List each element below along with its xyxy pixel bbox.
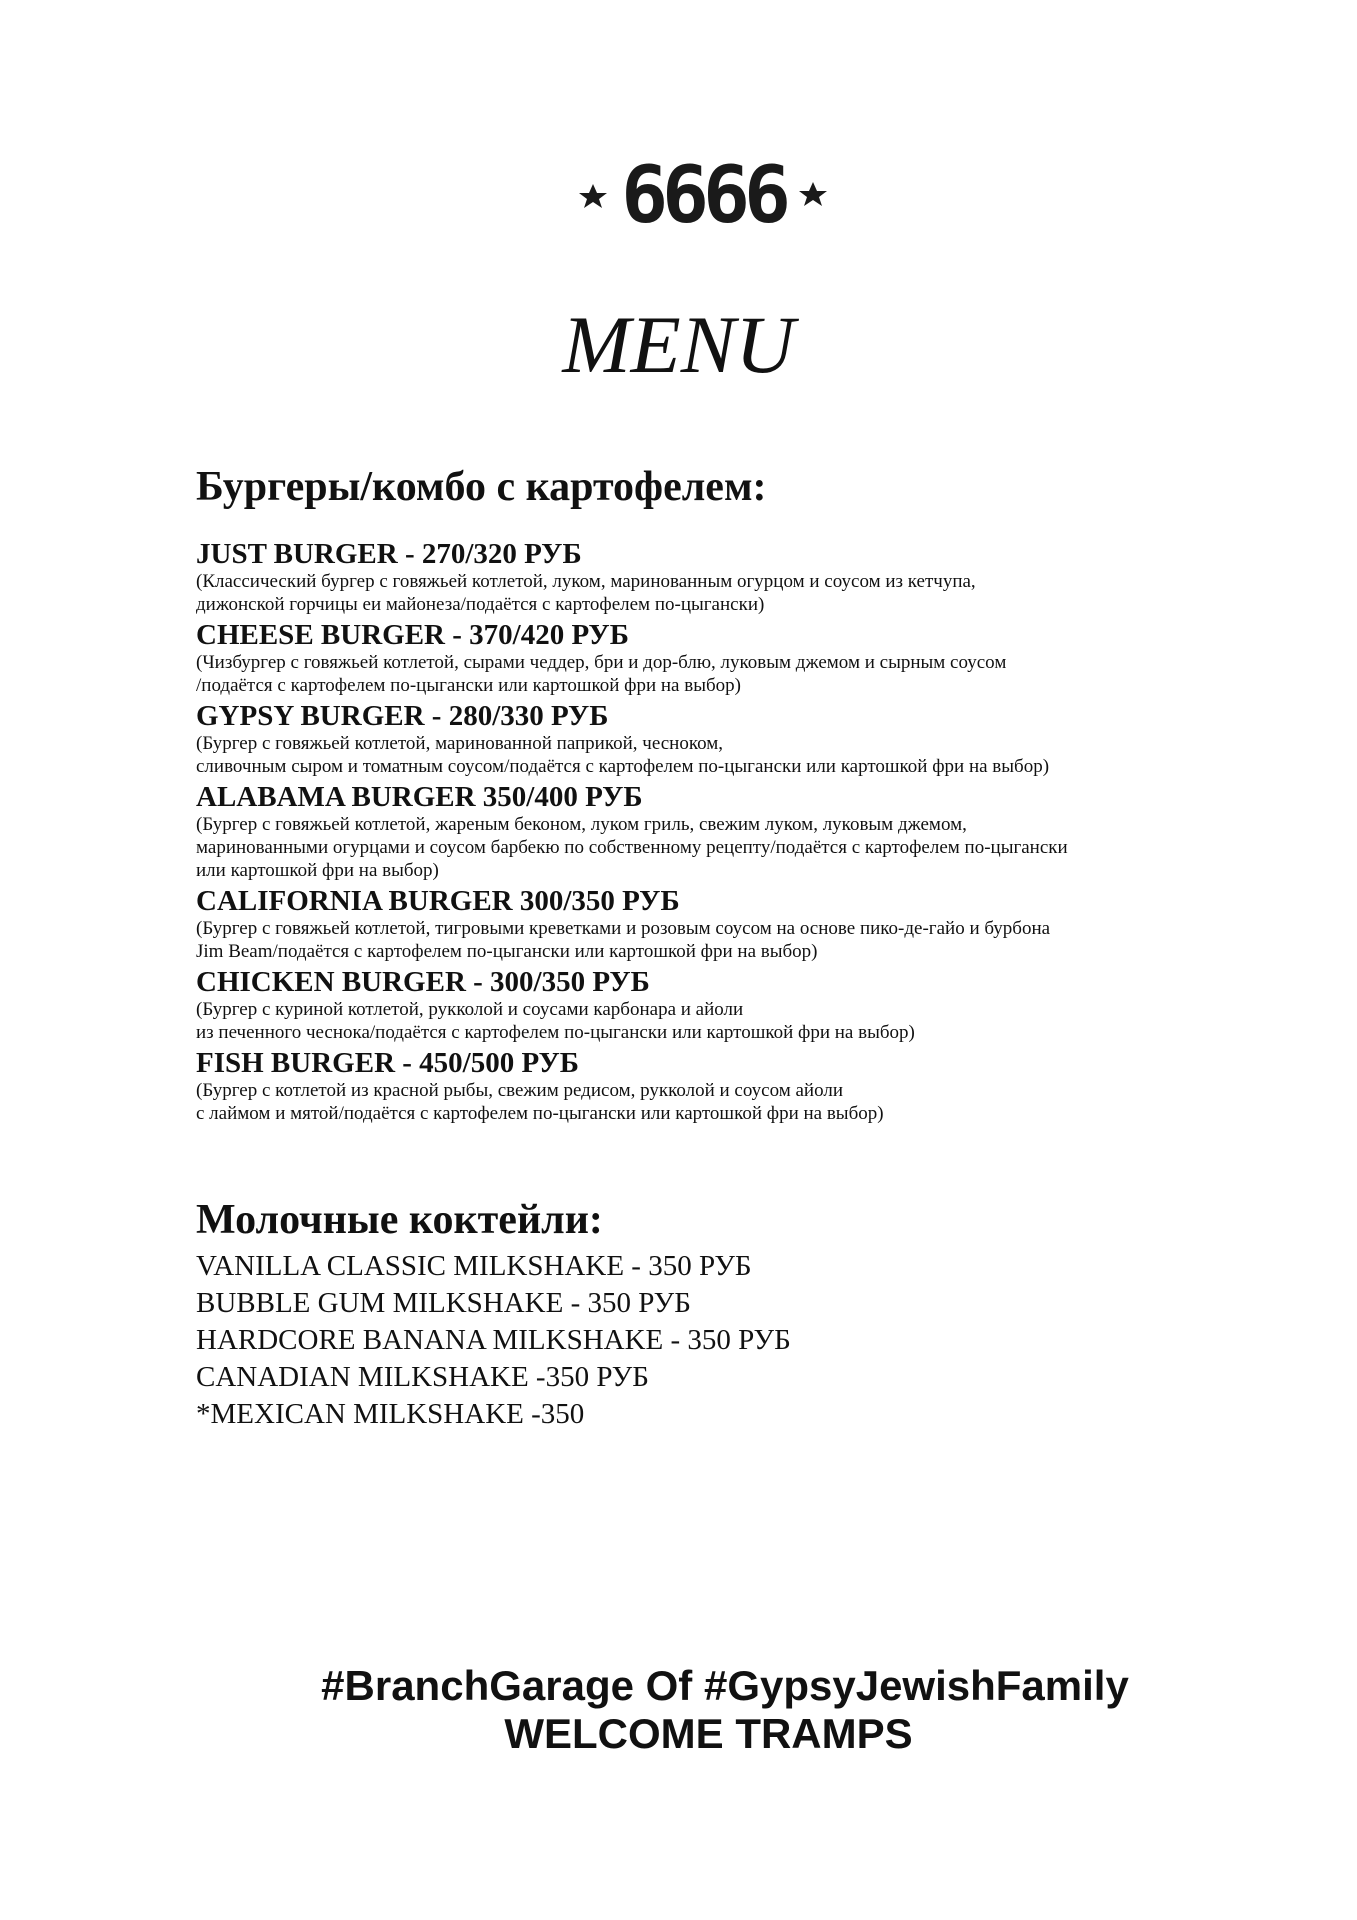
burger-description: (Бургер с говяжьей котлетой, маринованной паприкой, чесноком, сливочным сыром и томатным соусом/подаётся с картофелем по-цыгански или картошкой фри на выбор) <box>196 733 1050 777</box>
milkshake-list <box>196 1248 791 1433</box>
logo-graphic <box>578 158 828 234</box>
milkshakes-section-heading: Молочные коктейли: <box>196 1197 603 1243</box>
burger-item-chicken <box>196 966 1196 1044</box>
milkshake-item: BUBBLE GUM MILKSHAKE - 350 РУБ <box>196 1287 691 1319</box>
milkshake-item: HARDCORE BANANA MILKSHAKE - 350 РУБ <box>196 1324 791 1356</box>
burger-item-cheese <box>196 619 1196 697</box>
burger-description: (Классический бургер с говяжьей котлетой, луком, маринованным огурцом и соусом из кетчупа, дижонской горчицы еи майонеза/подаётся с картофелем по-цыгански) <box>196 571 976 615</box>
burger-item-fish <box>196 1047 1196 1125</box>
burger-description: (Бургер с говяжьей котлетой, тигровыми креветками и розовым соусом на основе пико-де-гайо и бурбона Jim Beam/подаётся с картофелем по-цыгански или картошкой фри на выбор) <box>196 918 1051 962</box>
footer-welcome-line: WELCOME TRAMPS <box>504 1710 913 1757</box>
burger-name: GYPSY BURGER - 280/330 РУБ <box>196 700 609 732</box>
burger-description: (Бургер с котлетой из красной рыбы, свежим редисом, рукколой и соусом айоли с лаймом и мятой/подаётся с картофелем по-цыгански или картошкой фри на выбор) <box>196 1080 884 1124</box>
star-left-icon <box>579 184 607 208</box>
burger-description: (Бургер с куриной котлетой, рукколой и соусами карбонара и айоли из печенного чеснока/подаётся с картофелем по-цыгански или картошкой фри на выбор) <box>196 999 915 1043</box>
burger-name: CALIFORNIA BURGER 300/350 РУБ <box>196 885 680 917</box>
milkshake-item: *MEXICAN MILKSHAKE -350 <box>196 1398 585 1430</box>
milkshake-item: VANILLA CLASSIC MILKSHAKE - 350 РУБ <box>196 1250 752 1282</box>
burger-item-california <box>196 885 1196 963</box>
logo-text: 6666 <box>621 158 785 234</box>
restaurant-logo <box>578 158 828 234</box>
burgers-section-heading: Бургеры/комбо с картофелем: <box>196 464 767 510</box>
burger-item-just <box>196 538 1196 616</box>
footer-slogan <box>0 1662 1357 1758</box>
burger-item-alabama <box>196 781 1196 882</box>
star-right-icon <box>799 182 827 206</box>
burger-name: ALABAMA BURGER 350/400 РУБ <box>196 781 643 813</box>
burger-list <box>196 538 1196 1125</box>
burger-item-gypsy <box>196 700 1196 778</box>
burger-name: JUST BURGER - 270/320 РУБ <box>196 538 582 570</box>
menu-title: MENU <box>562 299 795 390</box>
footer-hashtag-line: #BranchGarage Of #GypsyJewishFamily <box>321 1662 1129 1709</box>
burger-description: (Чизбургер с говяжьей котлетой, сырами чеддер, бри и дор-блю, луковым джемом и сырным соусом /подаётся с картофелем по-цыгански или картошкой фри на выбор) <box>196 652 1007 696</box>
burger-description: (Бургер с говяжьей котлетой, жареным беконом, луком гриль, свежим луком, луковым джемом, маринованными огурцами и соусом барбекю по собственному рецепту/подаётся с картофелем по-цыгански или картошкой фри на выбор) <box>196 814 1068 881</box>
burger-name: CHICKEN BURGER - 300/350 РУБ <box>196 966 650 998</box>
burger-name: FISH BURGER - 450/500 РУБ <box>196 1047 579 1079</box>
burger-name: CHEESE BURGER - 370/420 РУБ <box>196 619 629 651</box>
milkshake-item: CANADIAN MILKSHAKE -350 РУБ <box>196 1361 649 1393</box>
